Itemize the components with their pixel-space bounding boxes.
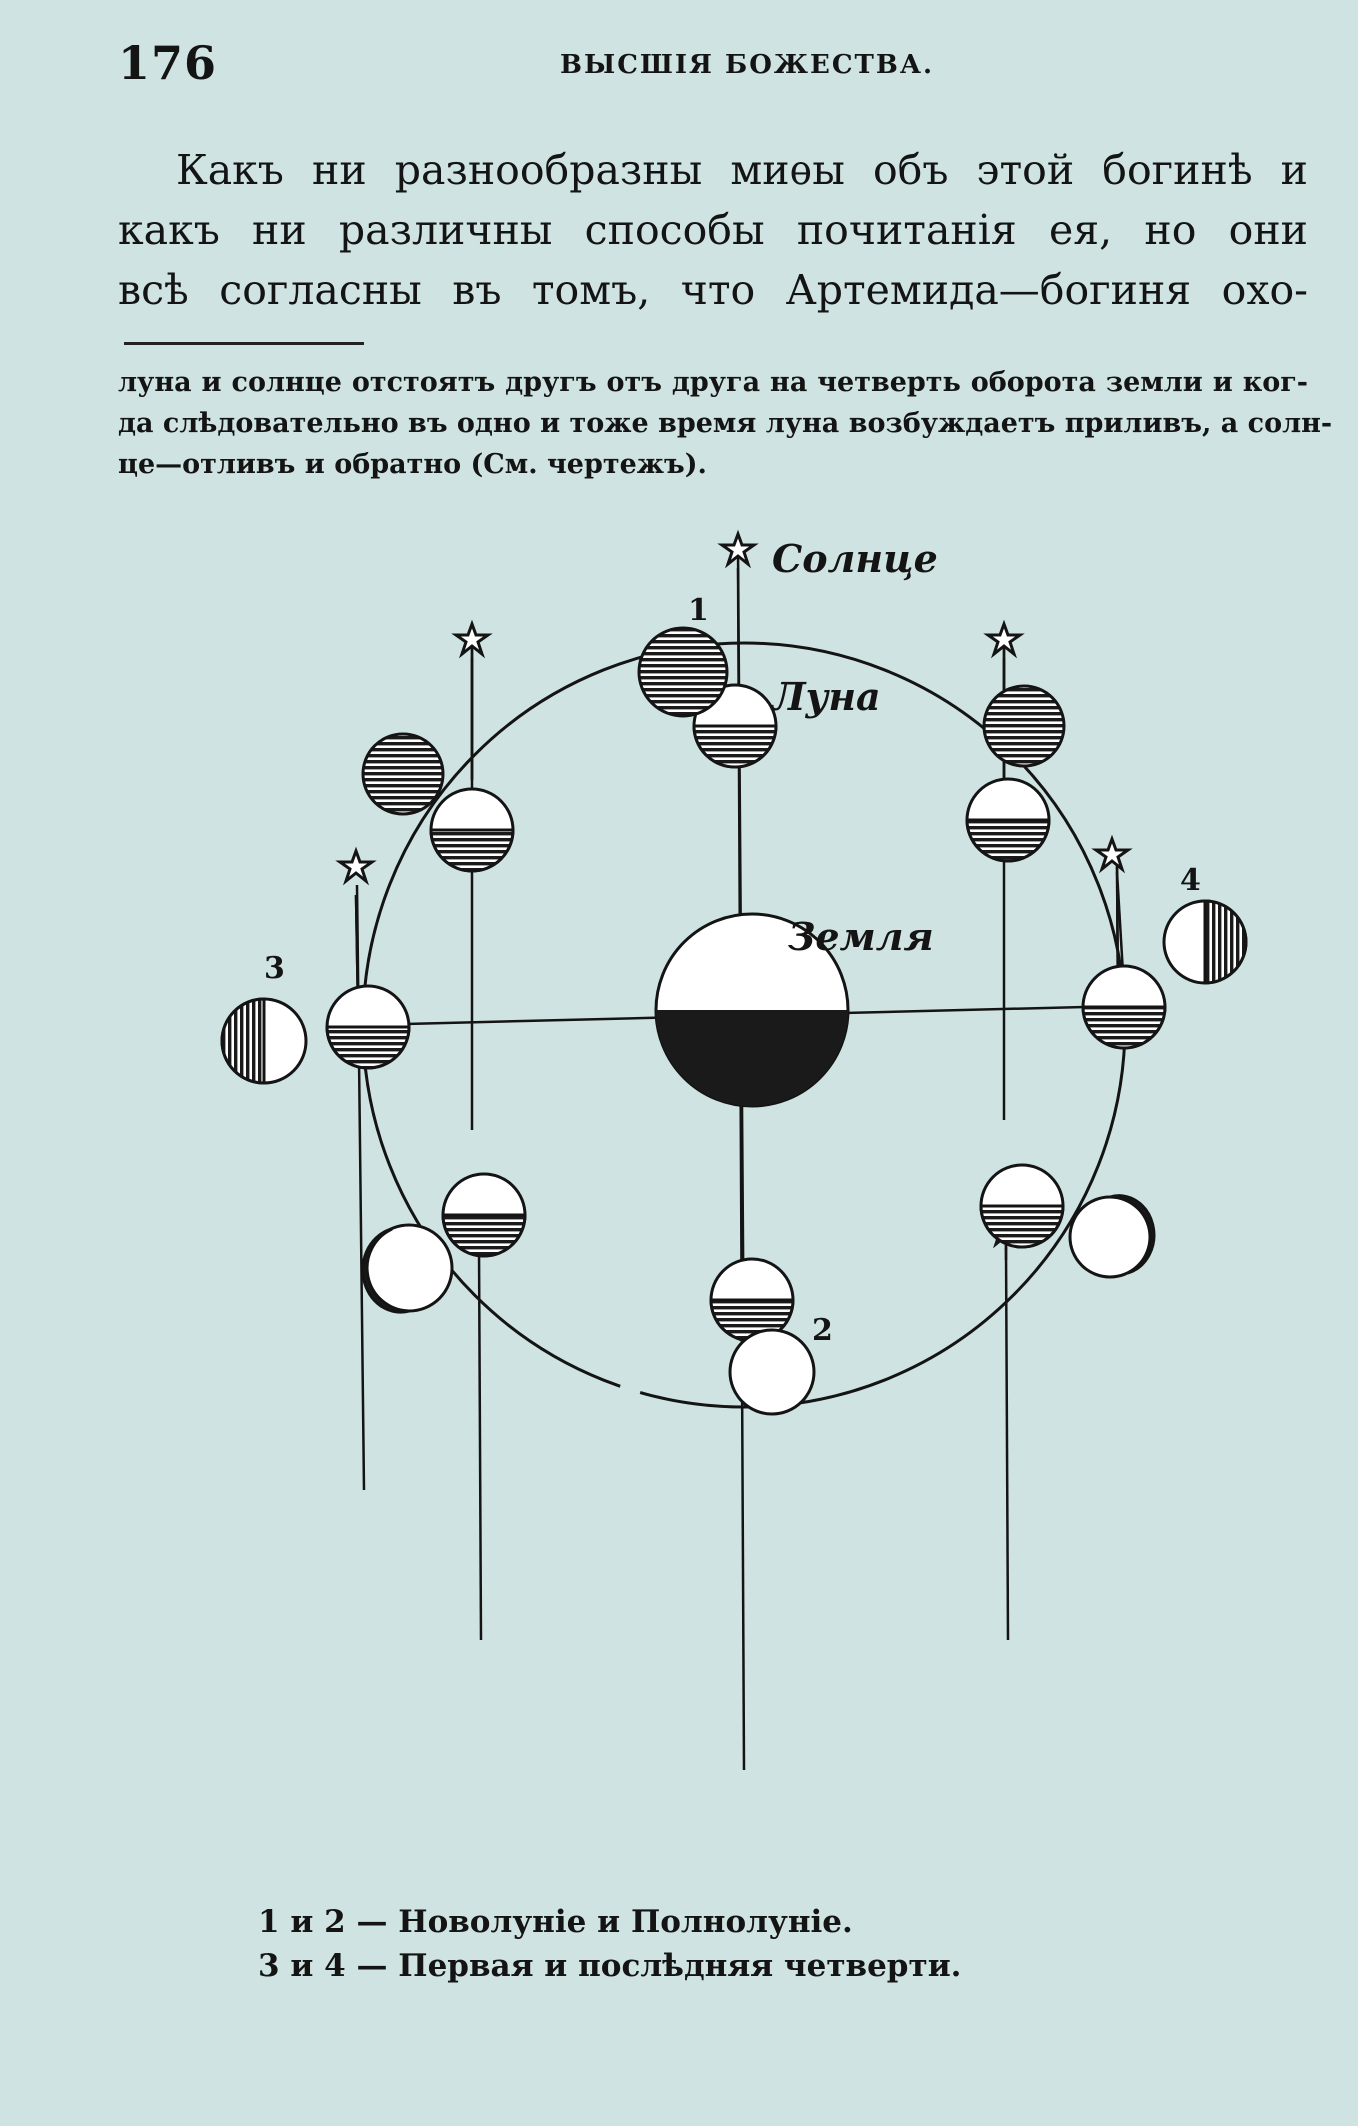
label-3: 3: [264, 951, 285, 986]
phase-moon-2-full: [730, 1330, 814, 1414]
label-sun: Солнце: [772, 536, 938, 581]
diagram-legend: [258, 1900, 961, 1988]
label-1: 1: [688, 593, 709, 628]
phase-moon-1-new: [639, 628, 727, 716]
phase-moon-lower-right: [1070, 1196, 1154, 1277]
footnote: [118, 362, 1333, 485]
body-paragraph: [118, 140, 1308, 320]
orbit-moon-lower-left: [443, 1174, 525, 1256]
orbit-moon-lower-right: [981, 1165, 1063, 1247]
legend-row: 3 и 4 — Первая и послѣдняя четверти.: [258, 1948, 962, 1984]
sun-star-icon: [1096, 839, 1128, 869]
label-moon: Луна: [772, 674, 881, 719]
phase-moon-4: [1164, 901, 1246, 983]
orbit-moon-left: [327, 986, 409, 1068]
orbit-gap: [620, 1387, 640, 1393]
body-line: Какъ ни разнообразны миѳы объ этой богинѣ и: [176, 146, 1308, 194]
label-4: 4: [1180, 863, 1201, 898]
tides-diagram: [0, 490, 1358, 1910]
orbit-moon-upper-right: [967, 779, 1049, 861]
phase-moon-upper-right: [984, 686, 1064, 766]
orbit-moon-bottom: [711, 1259, 793, 1341]
body-line: какъ ни различны способы почитанія ея, но они: [118, 206, 1308, 254]
phase-moon-lower-left: [363, 1225, 452, 1312]
orbit-moon-right: [1083, 966, 1165, 1048]
sun-star-icon: [340, 851, 372, 881]
page-number: 176: [118, 36, 218, 90]
label-2: 2: [812, 1313, 833, 1348]
footnote-rule: [124, 342, 364, 345]
sun-stars: [340, 534, 1128, 1244]
running-head: ВЫСШІЯ БОЖЕСТВА.: [560, 50, 935, 80]
label-earth: Земля: [788, 914, 934, 959]
footnote-line: це—отливъ и обратно (См. чертежъ).: [118, 449, 707, 480]
body-line: всѣ согласны въ томъ, что Артемида—богиня охо-: [118, 266, 1308, 314]
footnote-line: да слѣдовательно въ одно и тоже время луна возбуждаетъ приливъ, а солн-: [118, 408, 1333, 439]
footnote-line: луна и солнце отстоятъ другъ отъ друга на четверть оборота земли и ког-: [118, 367, 1308, 398]
phase-moon-3: [222, 999, 306, 1083]
orbit-moon-upper-left: [431, 789, 513, 871]
phase-moon-upper-left: [363, 734, 443, 814]
legend-row: 1 и 2 — Новолуніе и Полнолуніе.: [258, 1904, 853, 1940]
